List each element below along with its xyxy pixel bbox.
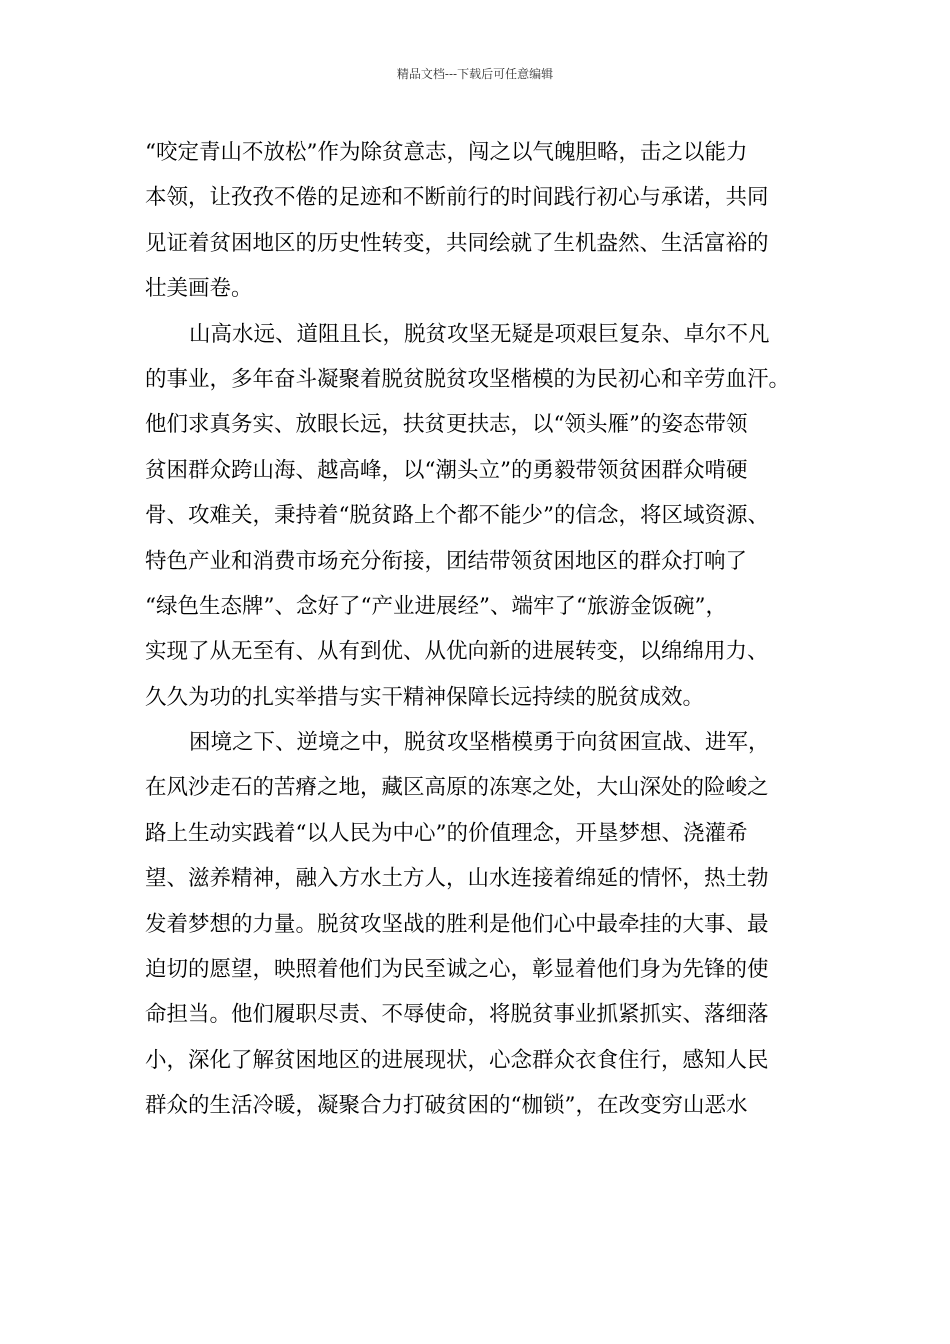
text-line: 见证着贫困地区的历史性转变，共同绘就了生机盎然、生活富裕的: [145, 230, 769, 256]
text-line: 困境之下、逆境之中，脱贫攻坚楷模勇于向贫困宣战、进军，: [189, 730, 770, 756]
header-text: 精品文档---下载后可任意编辑: [396, 67, 554, 81]
text-line: 山高水远、道阻且长，脱贫攻坚无疑是项艰巨复杂、卓尔不凡: [189, 321, 770, 347]
paragraph: [145, 130, 810, 312]
text-line: 本领，让孜孜不倦的足迹和不断前行的时间践行初心与承诺，共同: [145, 185, 769, 211]
text-line: “咬定青山不放松”作为除贫意志，闯之以气魄胆略，击之以能力: [145, 140, 748, 165]
text-line: 迫切的愿望，映照着他们为民至诚之心，彰显着他们身为先锋的使: [145, 957, 769, 983]
text-line: 他们求真务实、放眼长远，扶贫更扶志，以“领头雁”的姿态带领: [145, 412, 748, 438]
document-body: [145, 130, 810, 1129]
text-line: 久久为功的扎实举措与实干精神保障长远持续的脱贫成效。: [145, 684, 705, 710]
text-line: 望、滋养精神，融入方水土方人，山水连接着绵延的情怀，热土勃: [145, 866, 769, 892]
text-line: 路上生动实践着“以人民为中心”的价值理念，开垦梦想、浇灌希: [145, 820, 748, 846]
text-line: 小，深化了解贫困地区的进展现状，心念群众衣食住行，感知人民: [145, 1047, 769, 1073]
text-line: 贫困群众跨山海、越高峰，以“潮头立”的勇毅带领贫困群众啃硬: [145, 457, 748, 483]
text-line: 在风沙走石的苦瘠之地，藏区高原的冻寒之处，大山深处的险峻之: [145, 775, 769, 801]
text-line: “绿色生态牌”、念好了“产业进展经”、端牢了“旅游金饭碗”，: [145, 593, 727, 619]
paragraph: [145, 720, 810, 1129]
text-line: 的事业，多年奋斗凝聚着脱贫脱贫攻坚楷模的为民初心和辛劳血汗。: [145, 366, 791, 392]
text-line: 命担当。他们履职尽责、不辱使命，将脱贫事业抓紧抓实、落细落: [145, 1002, 769, 1028]
text-line: 特色产业和消费市场充分衔接，团结带领贫困地区的群众打响了: [145, 548, 748, 574]
text-line: 壮美画卷。: [145, 276, 253, 302]
text-line: 群众的生活冷暖，凝聚合力打破贫困的“枷锁”，在改变穷山恶水: [145, 1093, 748, 1119]
text-line: 实现了从无至有、从有到优、从优向新的进展转变，以绵绵用力、: [145, 639, 769, 665]
page-header: [0, 66, 950, 82]
text-line: 发着梦想的力量。脱贫攻坚战的胜利是他们心中最牵挂的大事、最: [145, 911, 769, 937]
text-line: 骨、攻难关，秉持着“脱贫路上个都不能少”的信念，将区域资源、: [145, 503, 769, 529]
paragraph: [145, 312, 810, 721]
